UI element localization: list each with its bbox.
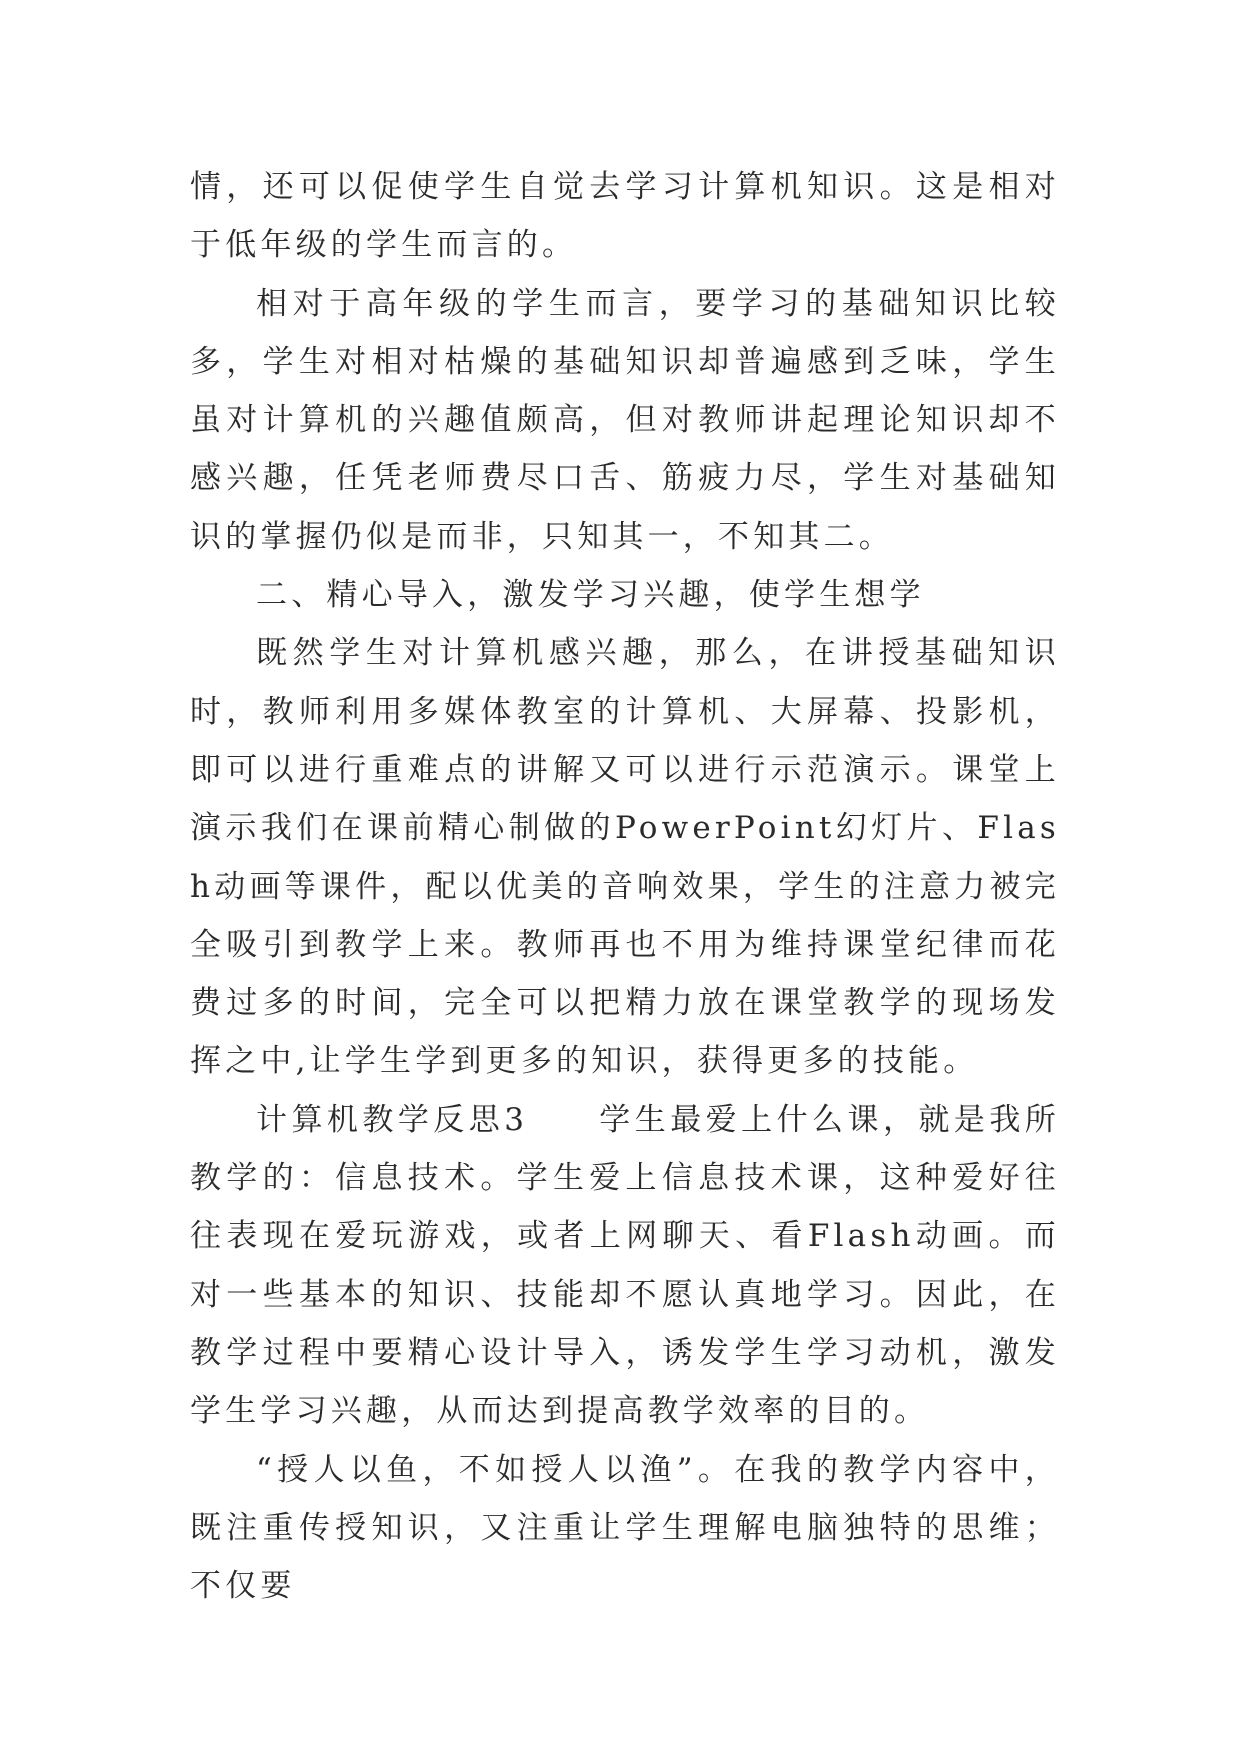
paragraph: 情，还可以促使学生自觉去学习计算机知识。这是相对于低年级的学生而言的。 [190,169,1060,264]
section-heading: 二、精心导入，激发学习兴趣，使学生想学 [256,577,925,614]
paragraph: “授人以鱼，不如授人以渔”。在我的教学内容中，既注重传授知识，又注重让学生理解电脑独特的思维；不仅要 [190,1451,1060,1605]
document-body [190,158,1060,1615]
paragraph: 既然学生对计算机感兴趣，那么，在讲授基础知识时，教师利用多媒体教室的计算机、大屏幕、投影机，即可以进行重难点的讲解又可以进行示范演示。课堂上演示我们在课前精心制做的PowerPoint幻灯片、Flash动画等课件，配以优美的音响效果，学生的注意力被完全吸引到教学上来。教师再也不用为维持课堂纪律而花费过多的时间，完全可以把精力放在课堂教学的现场发挥之中,让学生学到更多的知识，获得更多的技能。 [190,635,1060,1080]
paragraph: 计算机教学反思3 学生最爱上什么课，就是我所教学的：信息技术。学生爱上信息技术课，这种爱好往往表现在爱玩游戏，或者上网聊天、看Flash动画。而对一些基本的知识、技能却不愿认真地学习。因此，在教学过程中要精心设计导入，诱发学生学习动机，激发学生学习兴趣，从而达到提高教学效率的目的。 [190,1101,1060,1430]
paragraph: 相对于高年级的学生而言，要学习的基础知识比较多，学生对相对枯燥的基础知识却普遍感到乏味，学生虽对计算机的兴趣值颇高，但对教师讲起理论知识却不感兴趣，任凭老师费尽口舌、筋疲力尽，学生对基础知识的掌握仍似是而非，只知其一，不知其二。 [190,285,1060,555]
